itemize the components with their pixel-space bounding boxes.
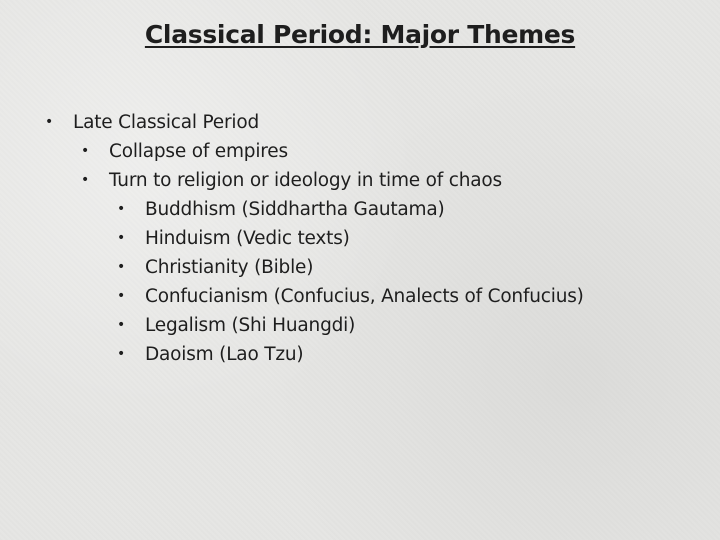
bullet-dot-icon: • — [117, 230, 126, 246]
bullet-dot-icon: • — [117, 259, 126, 275]
bullet-item — [45, 311, 705, 340]
bullet-text: Buddhism (Siddhartha Gautama) — [145, 199, 445, 220]
bullet-dot-icon: • — [117, 346, 126, 362]
slide-title: Classical Period: Major Themes — [144, 20, 576, 49]
bullet-text: Confucianism (Confucius, Analects of Confucius) — [145, 286, 584, 307]
bullet-dot-icon: • — [81, 172, 90, 188]
bullet-item — [45, 253, 705, 282]
bullet-dot-icon: • — [117, 201, 126, 217]
bullet-text: Legalism (Shi Huangdi) — [145, 315, 356, 336]
bullet-item — [45, 282, 705, 311]
bullet-text: Daoism (Lao Tzu) — [145, 344, 304, 365]
bullet-text: Christianity (Bible) — [145, 257, 314, 278]
bullet-list — [45, 108, 705, 369]
bullet-dot-icon: • — [117, 317, 126, 333]
bullet-item — [45, 166, 705, 195]
bullet-text: Collapse of empires — [109, 141, 288, 162]
bullet-text: Hinduism (Vedic texts) — [145, 228, 350, 249]
bullet-dot-icon: • — [117, 288, 126, 304]
bullet-item — [45, 195, 705, 224]
bullet-text: Turn to religion or ideology in time of chaos — [109, 170, 502, 191]
bullet-dot-icon: • — [45, 114, 54, 130]
bullet-text: Late Classical Period — [73, 112, 259, 133]
bullet-item — [45, 340, 705, 369]
bullet-item — [45, 137, 705, 166]
bullet-item — [45, 224, 705, 253]
bullet-item — [45, 108, 705, 137]
bullet-dot-icon: • — [81, 143, 90, 159]
